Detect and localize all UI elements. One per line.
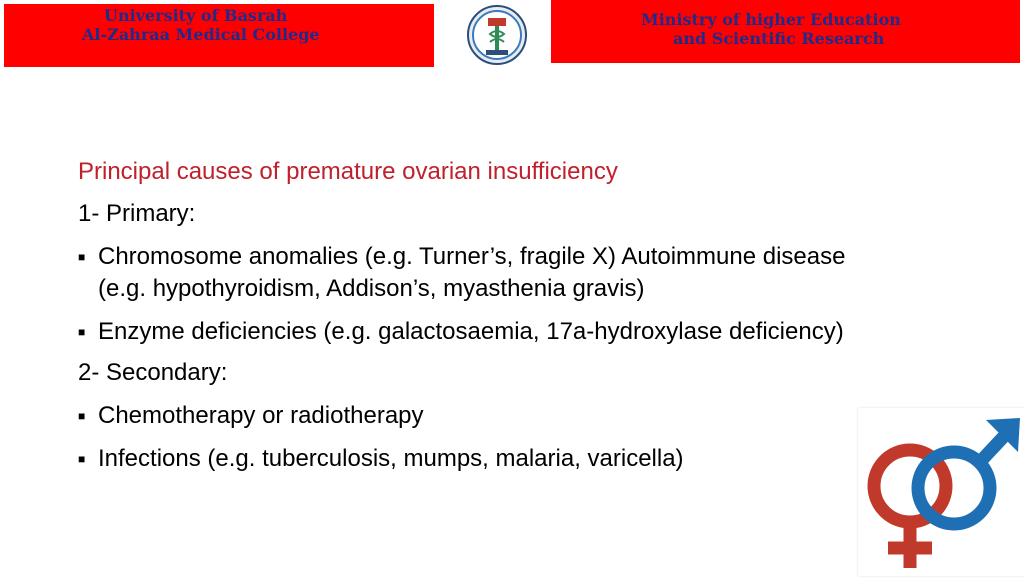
square-bullet-icon: ■ (78, 409, 86, 423)
list-item-text: Enzyme deficiencies (e.g. galactosaemia, 17a-hydroxylase deficiency) (98, 318, 844, 345)
college-name: Al-Zahraa Medical College (82, 25, 320, 44)
slide-content (78, 155, 958, 475)
list-item-continuation: (e.g. hypothyroidism, Addison’s, myasthenia gravis) (98, 275, 645, 302)
secondary-label: 2- Secondary: (78, 359, 228, 386)
square-bullet-icon: ■ (78, 452, 86, 466)
list-item-text: Infections (e.g. tuberculosis, mumps, malaria, varicella) (98, 445, 684, 472)
ministry-subtitle: and Scientific Research (673, 29, 885, 48)
list-item (78, 443, 958, 475)
square-bullet-icon: ■ (78, 250, 86, 264)
list-item-text: Chromosome anomalies (e.g. Turner’s, fragile X) Autoimmune disease (98, 243, 846, 270)
list-item (78, 400, 958, 432)
square-bullet-icon: ■ (78, 325, 86, 339)
university-seal-icon (466, 4, 528, 66)
gender-symbol-image (858, 408, 1024, 576)
ministry-name: Ministry of higher Education (641, 10, 901, 29)
list-item-text: Chemotherapy or radiotherapy (98, 402, 424, 429)
list-item (78, 316, 958, 348)
list-item (78, 241, 958, 305)
university-name: University of Basrah (104, 6, 288, 25)
primary-label: 1- Primary: (78, 200, 196, 227)
ministry-banner (551, 0, 1020, 63)
university-banner (4, 4, 434, 67)
slide-heading: Principal causes of premature ovarian insufficiency (78, 158, 618, 185)
male-female-symbol-icon (858, 408, 1024, 576)
